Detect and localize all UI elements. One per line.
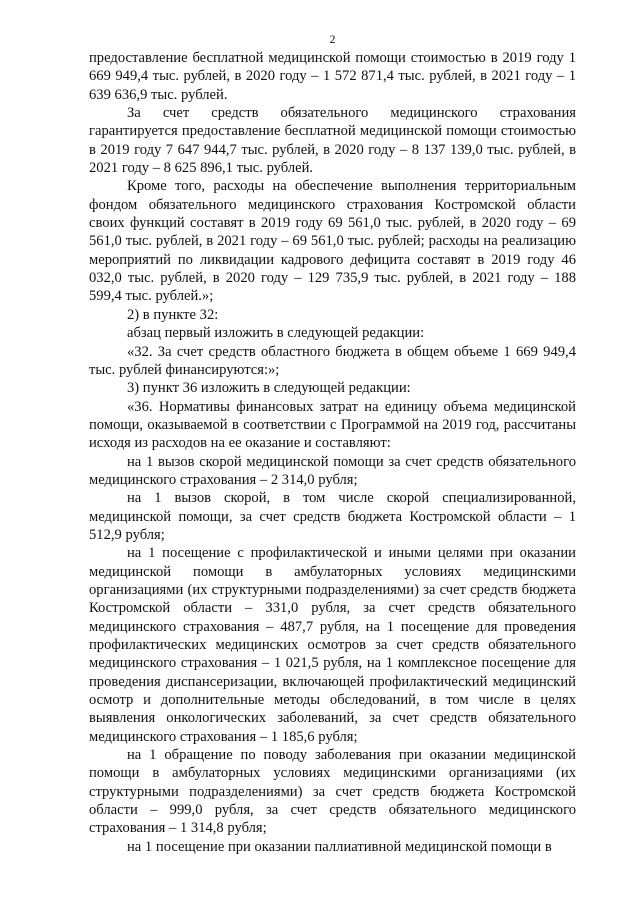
paragraph-prophylactic-visit: на 1 посещение с профилактической и иными целями при оказании медицинской помощи в амбулаторных условиях медицинскими организациями (их структурными подразделениями) за счет средств бюджета Костромской области – 331,0 рубля, за счет средств обязательного медицинского страхования – 487,7 рубля, на 1 посещение для проведения профилактических медицинских осмотров за счет средств обязательного медицинского страхования – 1 021,5 рубля, на 1 комплексное посещение для проведения диспансеризации, включающей профилактический медицинский осмотр и дополнительные методы обследований, в том числе в целях выявления онкологических заболеваний, за счет средств обязательного медицинского страхования – 1 185,6 рубля; xyxy=(89,545,576,745)
paragraph-clause-32: «32. За счет средств областного бюджета в общем объеме 1 669 949,4 тыс. рублей финансируются:»; xyxy=(89,343,576,378)
document-body xyxy=(89,49,576,856)
paragraph-ambulance-call-oms: на 1 вызов скорой медицинской помощи за счет средств обязательного медицинского страхования – 2 314,0 рубля; xyxy=(89,453,576,488)
paragraph-ambulance-call-regional: на 1 вызов скорой, в том числе скорой специализированной, медицинской помощи, за счет средств бюджета Костромской области – 1 512,9 рубля; xyxy=(89,490,576,543)
paragraph-item-2: 2) в пункте 32: xyxy=(127,306,219,323)
paragraph-first-clause-edit: абзац первый изложить в следующей редакции: xyxy=(127,325,425,342)
paragraph-clause-36: «36. Нормативы финансовых затрат на единицу объема медицинской помощи, оказываемой в соответствии с Программой на 2019 год, рассчитаны исходя из расходов на ее оказание и составляют: xyxy=(89,398,576,452)
paragraph-additional-expenses: Кроме того, расходы на обеспечение выполнения территориальным фондом обязательного медицинского страхования Костромской области своих функций составят в 2019 году 69 561,0 тыс. рублей, в 2020 году – 69 561,0 тыс. рублей, в 2021 году – 69 561,0 тыс. рублей; расходы на реализацию мероприятий по ликвидации кадрового дефицита составят в 2019 году 46 032,0 тыс. рублей, в 2020 году – 129 735,9 тыс. рублей, в 2021 году – 188 599,4 тыс. рублей.»; xyxy=(89,178,576,305)
paragraph-palliative-visit: на 1 посещение при оказании паллиативной медицинской помощи в xyxy=(127,838,552,855)
paragraph-item-3: 3) пункт 36 изложить в следующей редакции: xyxy=(127,380,411,397)
paragraph-disease-appeal: на 1 обращение по поводу заболевания при оказании медицинской помощи в амбулаторных условиях медицинскими организациями (их структурными подразделениями) за счет средств бюджета Костромской области – 999,0 рубля, за счет средств обязательного медицинского страхования – 1 314,8 рубля; xyxy=(89,747,576,837)
paragraph-oms-funding: За счет средств обязательного медицинского страхования гарантируется предоставление бесплатной медицинской помощи стоимостью в 2019 году 7 647 944,7 тыс. рублей, в 2020 году – 8 137 139,0 тыс. рублей, в 2021 году – 8 625 896,1 тыс. рублей. xyxy=(89,105,576,177)
page-number: 2 xyxy=(329,32,336,46)
paragraph-funding-2019-2021: предоставление бесплатной медицинской помощи стоимостью в 2019 году 1 669 949,4 тыс. рублей, в 2020 году – 1 572 871,4 тыс. рублей, в 2021 году – 1 639 636,9 тыс. рублей. xyxy=(89,50,576,103)
